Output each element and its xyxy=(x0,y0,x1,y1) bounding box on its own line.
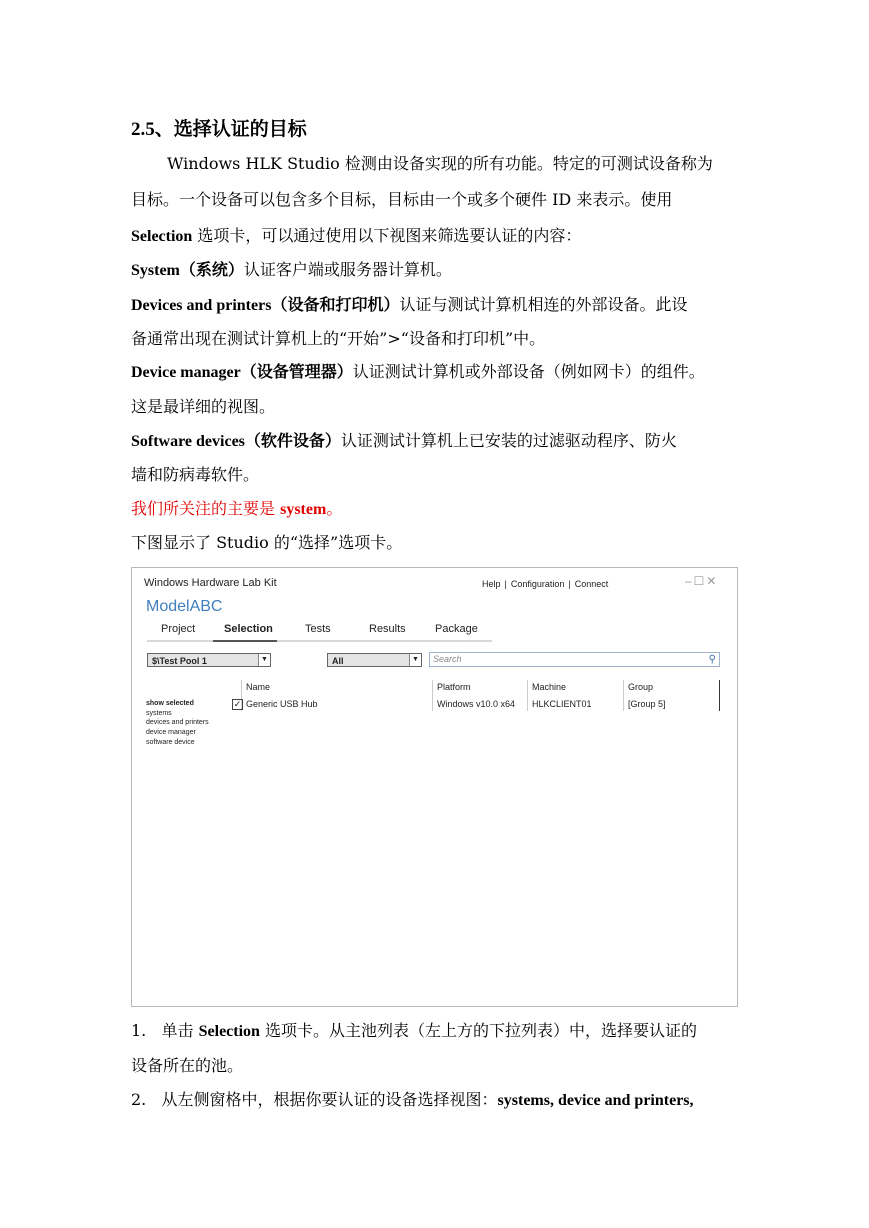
tab-package[interactable]: Package xyxy=(435,623,478,635)
top-links xyxy=(480,579,610,589)
tab-tests[interactable]: Tests xyxy=(305,623,331,635)
view-devices-and-printers[interactable]: devices and printers xyxy=(146,719,209,727)
view-show-selected[interactable]: show selected xyxy=(146,700,194,707)
link-separator: | xyxy=(504,579,507,589)
help-link[interactable]: Help xyxy=(482,579,501,589)
col-platform[interactable]: Platform xyxy=(437,682,471,692)
view-list xyxy=(146,699,209,748)
search-input[interactable] xyxy=(429,652,720,667)
window-controls[interactable]: –☐✕ xyxy=(685,574,719,588)
cell-group: [Group 5] xyxy=(628,699,666,709)
tab-underline xyxy=(147,640,492,642)
search-icon[interactable]: ⚲ xyxy=(708,654,716,665)
intro-line-2: 目标。一个设备可以包含多个目标，目标由一个或多个硬件 ID 来表示。使用 xyxy=(131,190,673,209)
view-devices-printers-desc-2: 备通常出现在测试计算机上的“开始”>“设备和打印机”中。 xyxy=(131,329,546,348)
connect-link[interactable]: Connect xyxy=(574,579,609,589)
step-2: 2. 从左侧窗格中，根据你要认证的设备选择视图：systems, device and printers, xyxy=(131,1090,694,1109)
figure-caption: 下图显示了 Studio 的“选择”选项卡。 xyxy=(131,533,403,552)
col-name[interactable]: Name xyxy=(246,682,271,692)
section-heading: 2.5、选择认证的目标 xyxy=(131,118,307,140)
chevron-down-icon: ▼ xyxy=(409,654,421,666)
view-software-devices-desc: Software devices（软件设备）认证测试计算机上已安装的过滤驱动程序、防火 xyxy=(131,431,677,450)
view-software-device[interactable]: software device xyxy=(146,738,195,746)
hlk-screenshot xyxy=(131,567,738,1007)
app-title: Windows Hardware Lab Kit xyxy=(144,577,277,589)
step-1: 1. 单击 Selection 选项卡。从主池列表（左上方的下拉列表）中，选择要认证的 xyxy=(131,1021,698,1040)
filter-value: All xyxy=(332,656,344,666)
cell-platform: Windows v10.0 x64 xyxy=(437,699,516,709)
col-machine[interactable]: Machine xyxy=(532,682,567,692)
view-systems[interactable]: systems xyxy=(146,709,172,717)
project-name: ModelABC xyxy=(146,598,223,615)
col-group[interactable]: Group xyxy=(628,682,654,692)
intro-line-3: Selection 选项卡，可以通过使用以下视图来筛选要认证的内容： xyxy=(131,226,582,245)
link-separator: | xyxy=(568,579,571,589)
filter-dropdown[interactable] xyxy=(327,653,422,667)
pool-dropdown[interactable] xyxy=(147,653,271,667)
view-devices-printers-desc: Devices and printers（设备和打印机）认证与测试计算机相连的外部设备。此设 xyxy=(131,295,688,314)
chevron-down-icon: ▼ xyxy=(258,654,270,666)
configuration-link[interactable]: Configuration xyxy=(510,579,565,589)
row-checkbox[interactable]: ✓ xyxy=(233,699,242,709)
search-placeholder: Search xyxy=(433,654,462,664)
cell-machine: HLKCLIENT01 xyxy=(532,699,592,709)
table-header xyxy=(229,680,720,696)
cell-name: Generic USB Hub xyxy=(246,699,318,709)
table-row[interactable] xyxy=(229,697,720,711)
view-system-desc: System（系统）认证客户端或服务器计算机。 xyxy=(131,260,452,279)
tab-selection[interactable]: Selection xyxy=(224,623,273,635)
focus-note: 我们所关注的主要是 system。 xyxy=(131,499,343,518)
intro-line-1: Windows HLK Studio 检测由设备实现的所有功能。特定的可测试设备称为 xyxy=(167,154,713,173)
view-device-manager-desc: Device manager（设备管理器）认证测试计算机或外部设备（例如网卡）的组件。 xyxy=(131,362,705,381)
tab-results[interactable]: Results xyxy=(369,623,406,635)
view-device-manager[interactable]: device manager xyxy=(146,729,196,737)
view-device-manager-desc-2: 这是最详细的视图。 xyxy=(131,397,276,416)
view-software-devices-desc-2: 墙和防病毒软件。 xyxy=(131,465,260,484)
step-1-cont: 设备所在的池。 xyxy=(131,1056,244,1075)
tab-project[interactable]: Project xyxy=(161,623,196,635)
pool-value: $\Test Pool 1 xyxy=(152,656,207,666)
